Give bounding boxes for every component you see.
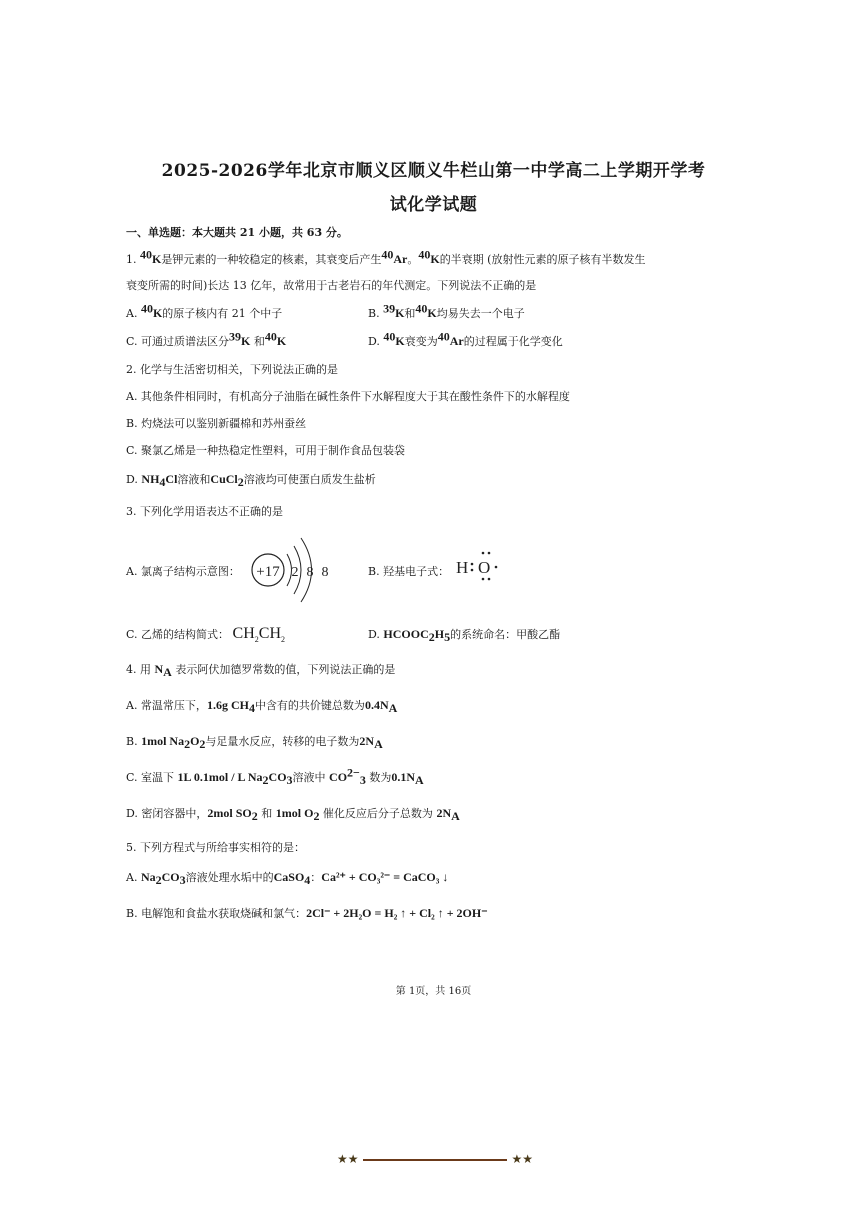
subscript: 2 [254,635,259,645]
formula: Cl [165,472,178,486]
mass-number: 40 [140,247,152,262]
q2-stem: 2. 化学与生活密切相关，下列说法正确的是 [126,363,338,376]
shell-electron-count: 8 [321,565,329,580]
subscript: A [163,665,172,680]
q3-option-b-label: B. 羟基电子式： [368,565,450,578]
hydrogen-symbol: H [456,558,469,577]
option-text: 溶液中 [292,771,330,784]
q1-stem-line1 [126,247,646,267]
mass-number: 40 [140,301,153,316]
subscript: 2 [428,630,435,645]
element-symbol: K [395,306,405,320]
option-text: 溶液处理水垢中的 [185,871,274,884]
ionic-equation: Ca²⁺ + CO₃²⁻ = CaCO₃ ↓ [321,870,449,884]
formula: CH [258,625,281,642]
subscript: 4 [304,873,311,888]
option-text: 的过程属于化学变化 [463,335,563,348]
ethylene-formula [232,625,285,645]
q1-option-b [368,301,525,321]
formula: 2N [359,734,375,748]
element-symbol: K [427,306,437,320]
option-label: B. [126,735,142,748]
q3-option-d [368,626,561,645]
subscript: 2 [237,475,244,490]
option-label: B. [368,307,384,320]
option-text: 和 [404,307,416,320]
document-title-line1: 2025-2026学年北京市顺义区顺义牛栏山第一中学高二上学期开学考 [161,161,706,181]
subscript: 2 [199,737,206,752]
option-text: C. 可通过质谱法区分 [126,335,230,348]
ionic-equation: 2Cl⁻ + 2H₂O = H₂ ↑ + Cl₂ ↑ + 2OH⁻ [306,906,488,920]
subscript: 2 [155,873,162,888]
oxygen-symbol: O [478,558,491,577]
section-heading: 一、单选题：本大题共 21 小题，共 63 分。 [126,226,348,239]
option-label: D. [368,335,384,348]
option-label: A. [126,307,141,320]
subscript: 4 [248,701,255,716]
subscript: 2 [281,635,285,645]
formula: CO [161,870,180,884]
element-symbol: K [152,252,162,266]
mass-number: 39 [383,301,396,316]
formula: O [190,734,200,748]
element-symbol: K [152,306,163,320]
formula: 0.1N [391,770,416,784]
q4-text: 表示阿伏加德罗常数的值，下列说法正确的是 [171,663,396,676]
formula: CO [329,770,348,784]
electron-dot [488,578,491,581]
option-text: 的系统命名：甲酸乙酯 [450,628,561,641]
q1-text: 的半衰期 (放射性元素的原子核有半数发生 [439,253,646,266]
option-text: 溶液均可使蛋白质发生盐析 [243,473,376,486]
subscript: A [388,701,398,716]
element-symbol: Ar [393,252,408,266]
q4-option-b [126,733,383,752]
formula: HCOOC [383,627,429,641]
option-text: 中含有的共价键总数为 [254,699,365,712]
q1-text: 。 [407,253,419,266]
q5-option-a [126,869,449,888]
element-symbol: K [430,252,440,266]
q1-option-c [126,329,287,349]
formula: 0.4N [364,698,389,712]
nucleus-charge: +17 [256,564,280,580]
option-text: 溶液和 [177,473,211,486]
subscript: 3 [359,773,366,788]
electron-dot [488,552,491,555]
electron-dot [482,552,485,555]
mass-number: 40 [381,247,394,262]
subscript: 2 [251,809,258,824]
q4-option-d [126,805,460,824]
formula: N [154,662,164,676]
option-text: D. 密闭容器中， [126,807,208,820]
q3-option-c [126,625,285,643]
q4-text: 4. 用 [126,663,155,676]
q2-option-a: A. 其他条件相同时，有机高分子油脂在碱性条件下水解程度大于其在酸性条件下的水解程度 [126,390,570,403]
option-text: 催化反应后分子总数为 [319,807,437,820]
q3-option-a-label: A. 氯离子结构示意图： [126,565,240,578]
formula: CuCl [210,472,238,486]
formula: Na [140,870,156,884]
option-text: C. 室温下 [126,771,178,784]
shell-electron-count: 2 [291,565,299,580]
formula: CaSO [273,870,305,884]
option-text: 与足量水反应，转移的电子数为 [205,735,360,748]
element-symbol: K [241,334,251,348]
formula: 1L 0.1mol / L Na [177,770,263,784]
option-label: A. [126,871,141,884]
mass-number: 40 [437,329,450,344]
option-text: 均易失去一个电子 [436,307,525,320]
formula: 2mol SO [207,806,252,820]
formula: NH [141,472,160,486]
q1-option-d [368,329,563,349]
electron-dot [495,566,498,569]
element-symbol: K [276,334,287,348]
formula: 1.6g CH [206,698,249,712]
option-text: ： [310,871,322,884]
option-text: A. 常温常压下， [126,699,207,712]
element-symbol: K [395,334,405,348]
q3-stem: 3. 下列化学用语表达不正确的是 [126,505,283,518]
option-text: C. 乙烯的结构简式： [126,628,230,641]
star-icon: ★★ [511,1152,533,1166]
mass-number: 40 [418,247,431,262]
q1-text: 是钾元素的一种较稳定的核素，其衰变后产生 [161,253,382,266]
element-symbol: Ar [449,334,464,348]
option-text: 和 [250,335,265,348]
shell-electron-count: 8 [306,565,314,580]
option-text: 衰变为 [404,335,438,348]
hydroxyl-electron-formula [452,548,504,584]
q2-option-d [126,471,376,490]
subscript: A [415,773,424,788]
footer-ornament [337,1152,533,1168]
subscript: 3 [179,873,186,888]
subscript: 2 [313,809,320,824]
formula: CH [232,625,255,642]
subscript: 5 [444,630,451,645]
q4-option-c [126,765,424,788]
page-number: 第 1页，共 16页 [395,986,472,997]
q2-option-c: C. 聚氯乙烯是一种热稳定性塑料，可用于制作食品包装袋 [126,444,406,457]
subscript: A [451,809,460,824]
q4-option-a [126,697,398,716]
star-icon: ★★ [337,1152,359,1166]
q1-option-a [126,301,283,321]
subscript: 3 [286,773,293,788]
q5-stem: 5. 下列方程式与所给事实相符的是： [126,841,305,854]
formula: 2N [436,806,452,820]
subscript: 4 [159,475,166,490]
chloride-ion-structure-diagram [244,532,336,606]
option-text: 和 [257,807,276,820]
q2-option-b: B. 灼烧法可以鉴别新疆棉和苏州蚕丝 [126,417,307,430]
formula: 1mol O [275,806,314,820]
mass-number: 40 [383,329,396,344]
formula: H [434,627,445,641]
subscript: 2 [184,737,191,752]
subscript: 2 [262,773,269,788]
option-label: D. [368,628,384,641]
q5-option-b [126,905,488,921]
mass-number: 40 [264,329,277,344]
q1-number: 1. [126,253,140,266]
option-label: D. [126,473,142,486]
electron-dot [482,578,485,581]
option-text: 的原子核内有 21 个中子 [162,307,283,320]
electron-dot [471,563,474,566]
option-text: 数为 [365,771,392,784]
formula: CO [268,770,287,784]
mass-number: 39 [229,329,242,344]
document-title-line2: 试化学试题 [389,195,478,215]
subscript: A [374,737,383,752]
superscript: 2− [347,765,360,780]
electron-dot [471,569,474,572]
q1-stem-line2: 衰变所需的时间)长达 13 亿年，故常用于古老岩石的年代测定。下列说法不正确的是 [126,279,537,292]
mass-number: 40 [415,301,428,316]
ornament-divider [363,1159,507,1161]
formula: 1mol Na [141,734,185,748]
q4-stem [126,661,396,680]
option-text: B. 电解饱和食盐水获取烧碱和氯气： [126,907,307,920]
